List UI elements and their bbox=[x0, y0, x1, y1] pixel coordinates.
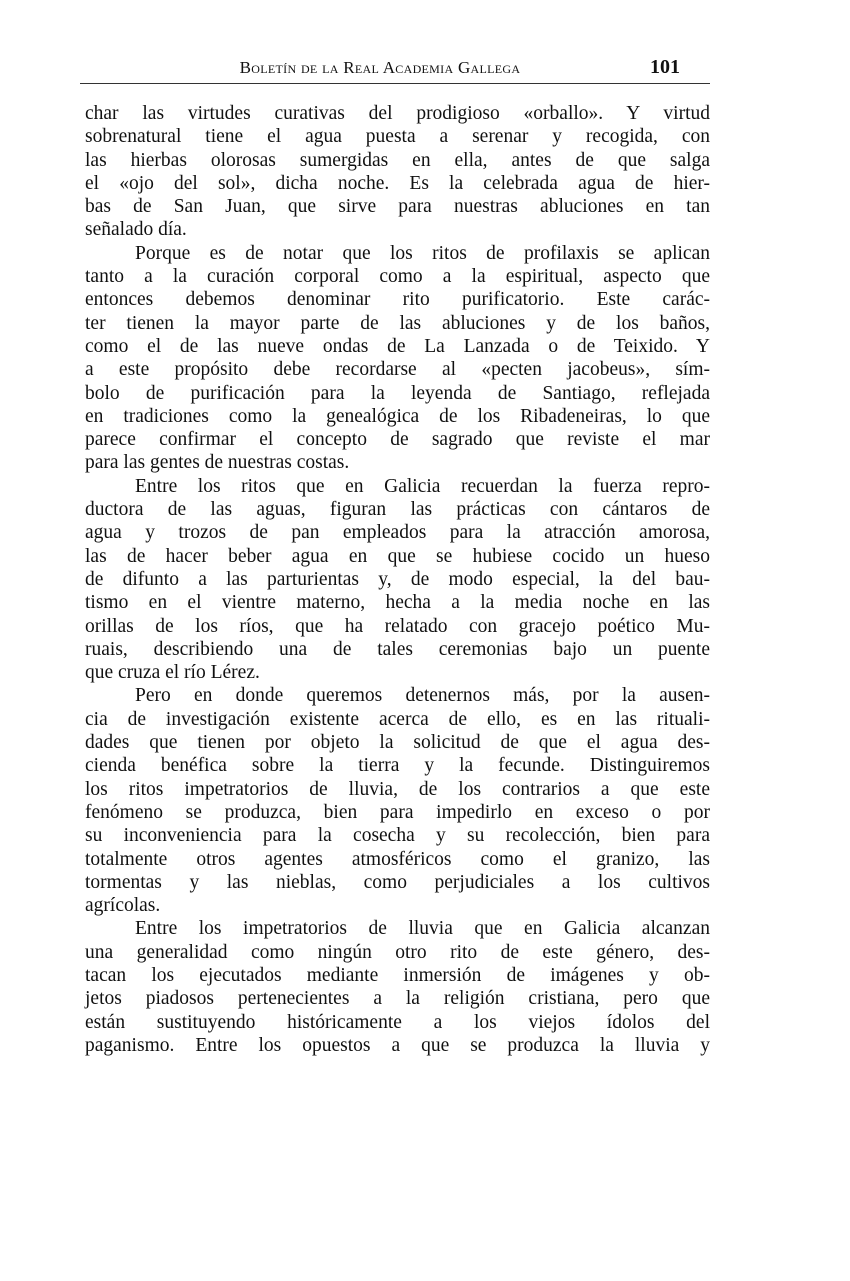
text-line: totalmente otros agentes atmosféricos como el granizo, las bbox=[85, 848, 710, 870]
text-line: señalado día. bbox=[85, 219, 187, 241]
paragraph bbox=[85, 475, 710, 685]
text-line: su inconveniencia para la cosecha y su recolección, bien para bbox=[85, 825, 710, 847]
paragraph bbox=[85, 684, 710, 917]
journal-title: Boletín de la Real Academia Gallega bbox=[239, 58, 521, 77]
text-line: cienda benéfica sobre la tierra y la fecunde. Distinguiremos bbox=[85, 755, 710, 777]
text-line: a este propósito debe recordarse al «pecten jacobeus», sím- bbox=[85, 359, 710, 381]
text-line: sobrenatural tiene el agua puesta a serenar y recogida, con bbox=[85, 126, 710, 148]
text-line: cia de investigación existente acerca de ello, es en las rituali- bbox=[85, 708, 710, 730]
text-line: Entre los ritos que en Galicia recuerdan la fuerza repro- bbox=[135, 475, 710, 497]
text-line: dades que tienen por objeto la solicitud de que el agua des- bbox=[85, 732, 710, 754]
text-line: agrícolas. bbox=[85, 895, 161, 917]
text-line: ductora de las aguas, figuran las prácticas con cántaros de bbox=[85, 499, 710, 521]
text-line: que cruza el río Lérez. bbox=[85, 662, 260, 684]
text-line: Porque es de notar que los ritos de profilaxis se aplican bbox=[135, 242, 710, 264]
body-text bbox=[85, 102, 710, 1057]
text-line: tacan los ejecutados mediante inmersión de imágenes y ob- bbox=[85, 964, 710, 986]
text-line: tismo en el vientre materno, hecha a la media noche en las bbox=[85, 592, 710, 614]
text-line: ruais, describiendo una de tales ceremonias bajo un puente bbox=[85, 638, 710, 660]
text-line: ter tienen la mayor parte de las abluciones y de los baños, bbox=[85, 312, 710, 334]
text-line: paganismo. Entre los opuestos a que se produzca la lluvia y bbox=[85, 1034, 710, 1056]
text-line: los ritos impetratorios de lluvia, de los contrarios a que este bbox=[85, 778, 710, 800]
paragraph bbox=[85, 242, 710, 475]
text-line: de difunto a las parturientas y, de modo especial, la del bau- bbox=[85, 568, 710, 590]
text-line: Pero en donde queremos detenernos más, por la ausen- bbox=[135, 685, 710, 707]
text-line: las de hacer beber agua en que se hubiese cocido un hueso bbox=[85, 545, 710, 567]
text-line: fenómeno se produzca, bien para impedirlo en exceso o por bbox=[85, 801, 710, 823]
text-line: tanto a la curación corporal como a la espiritual, aspecto que bbox=[85, 266, 710, 288]
page-number: 101 bbox=[650, 56, 680, 78]
paragraph bbox=[85, 102, 710, 242]
text-line: bas de San Juan, que sirve para nuestras abluciones en tan bbox=[85, 196, 710, 218]
text-line: el «ojo del sol», dicha noche. Es la celebrada agua de hier- bbox=[85, 172, 710, 194]
header-rule bbox=[80, 83, 710, 84]
text-line: para las gentes de nuestras costas. bbox=[85, 452, 350, 474]
text-line: tormentas y las nieblas, como perjudiciales a los cultivos bbox=[85, 871, 710, 893]
text-line: entonces debemos denominar rito purificatorio. Este carác- bbox=[85, 289, 710, 311]
text-line: bolo de purificación para la leyenda de Santiago, reflejada bbox=[85, 382, 710, 404]
text-line: en tradiciones como la genealógica de los Ribadeneiras, lo que bbox=[85, 405, 710, 427]
text-line: agua y trozos de pan empleados para la atracción amorosa, bbox=[85, 522, 710, 544]
paragraph bbox=[85, 917, 710, 1057]
running-header bbox=[80, 56, 710, 80]
text-line: jetos piadosos pertenecientes a la religión cristiana, pero que bbox=[85, 988, 710, 1010]
text-line: parece confirmar el concepto de sagrado que reviste el mar bbox=[85, 429, 710, 451]
text-line: las hierbas olorosas sumergidas en ella, antes de que salga bbox=[85, 149, 710, 171]
text-line: una generalidad como ningún otro rito de este género, des- bbox=[85, 941, 710, 963]
text-line: orillas de los ríos, que ha relatado con gracejo poético Mu- bbox=[85, 615, 710, 637]
text-line: Entre los impetratorios de lluvia que en Galicia alcanzan bbox=[135, 918, 710, 940]
text-line: char las virtudes curativas del prodigioso «orballo». Y virtud bbox=[85, 103, 710, 124]
text-line: están sustituyendo históricamente a los viejos ídolos del bbox=[85, 1011, 710, 1033]
text-line: como el de las nueve ondas de La Lanzada o de Teixido. Y bbox=[85, 335, 710, 357]
